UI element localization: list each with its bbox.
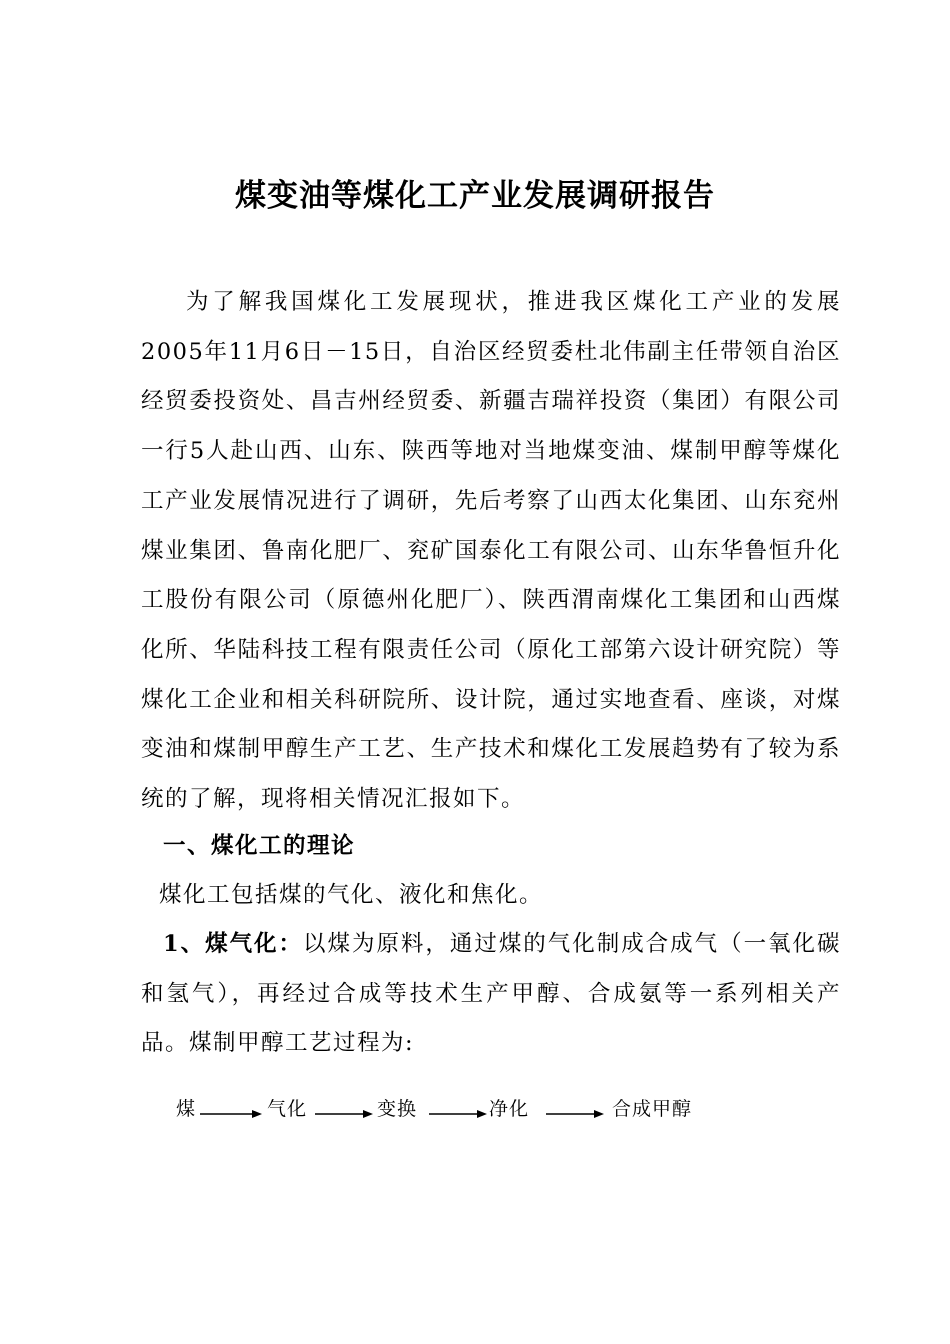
flow-step-coal: 煤 [176,1098,197,1120]
flow-step-gasification: 气化 [267,1098,308,1120]
flow-step-shift: 变换 [377,1098,418,1120]
flow-step-purification: 净化 [489,1098,530,1120]
flow-arrow-icon [429,1108,487,1120]
document-title: 煤变油等煤化工产业发展调研报告 [235,177,715,214]
gasification-text: 以煤为原料，通过煤的气化制成合成气（一氧化碳和氢气），再经过合成等技术生产甲醇、合成氨等一系列相关产品。煤制甲醇工艺过程为: [141,931,841,1057]
flow-arrow-icon [200,1108,262,1120]
section-intro: 煤化工包括煤的气化、液化和焦化。 [159,882,544,908]
gasification-paragraph [141,920,841,1069]
process-flow-diagram [176,1094,796,1134]
intro-paragraph: 为了解我国煤化工发展现状，推进我区煤化工产业的发展2005年11月6日－15日，自治区经贸委杜北伟副主任带领自治区经贸委投资处、昌吉州经贸委、新疆吉瑞祥投资（集团）有限公司一行5人赴山西、山东、陕西等地对当地煤变油、煤制甲醇等煤化工产业发展情况进行了调研，先后考察了山西太化集团、山东兖州煤业集团、鲁南化肥厂、兖矿国泰化工有限公司、山东华鲁恒升化工股份有限公司（原德州化肥厂）、陕西渭南煤化工集团和山西煤化所、华陆科技工程有限责任公司（原化工部第六设计研究院）等煤化工企业和相关科研院所、设计院，通过实地查看、座谈，对煤变油和煤制甲醇生产工艺、生产技术和煤化工发展趋势有了较为系统的了解，现将相关情况汇报如下。 [141,289,841,813]
intro-paragraph-block [141,278,841,825]
flow-arrow-icon [546,1108,604,1120]
flow-step-methanol-synthesis: 合成甲醇 [612,1098,693,1120]
gasification-lead: 1、煤气化： [163,931,304,957]
flow-arrow-icon [315,1108,373,1120]
section-heading: 一、煤化工的理论 [163,833,356,859]
